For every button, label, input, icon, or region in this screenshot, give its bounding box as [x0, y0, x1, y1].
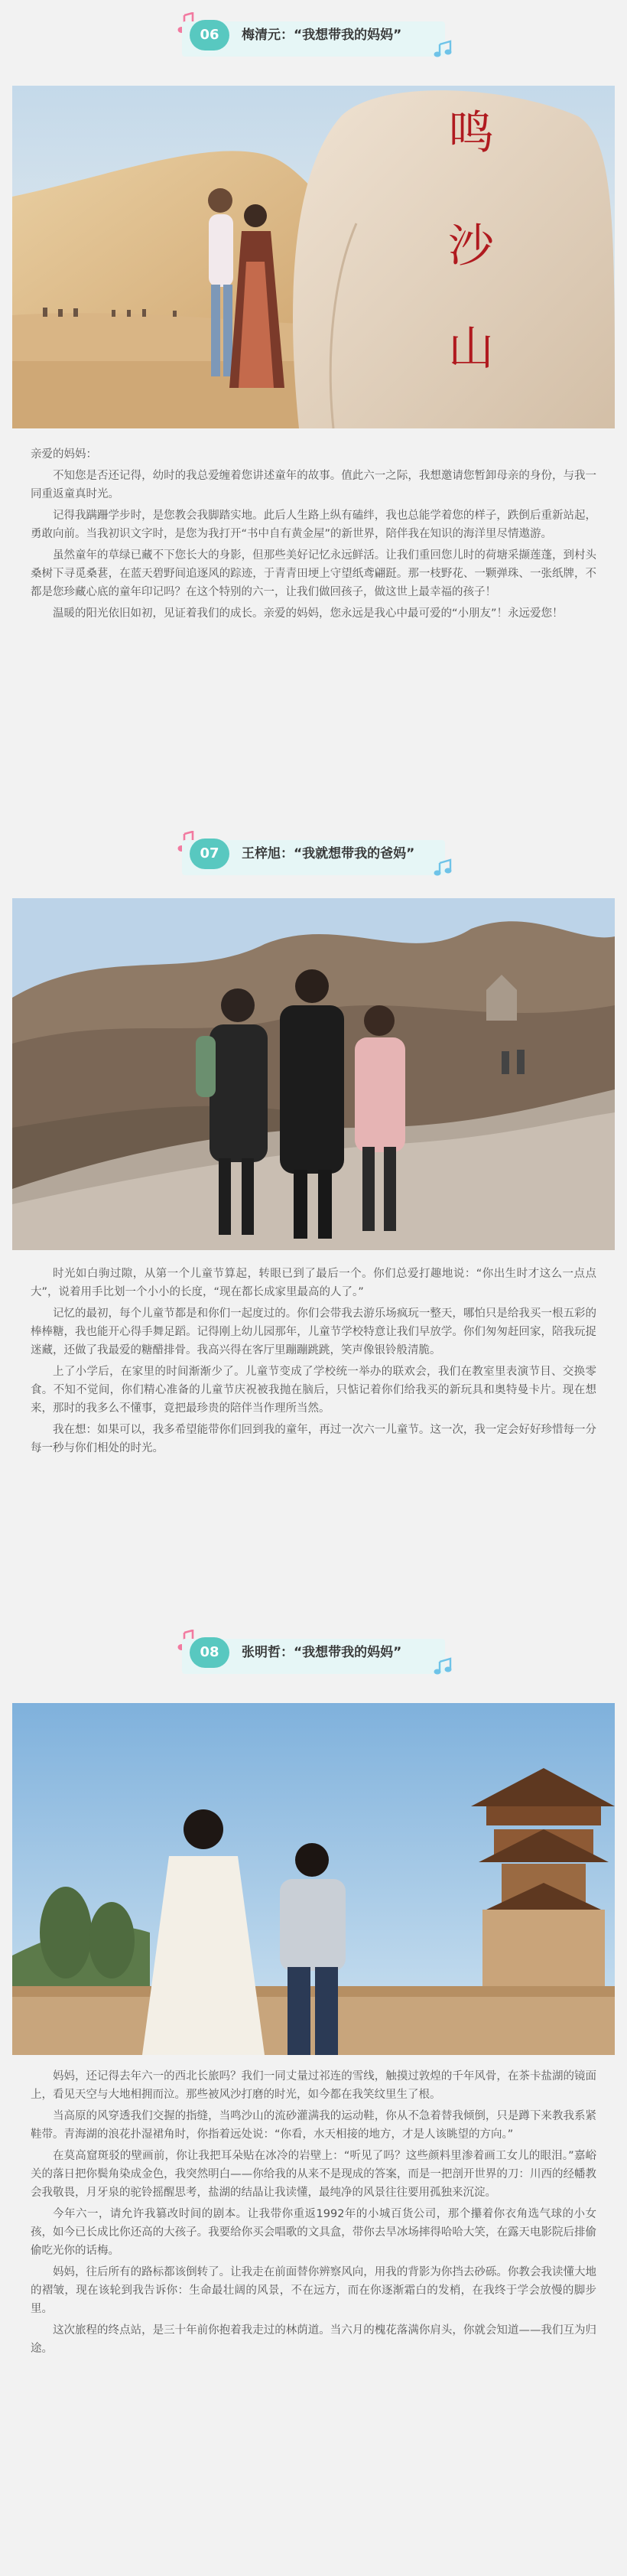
section-header-06: [0, 12, 627, 58]
sign-char-2: 沙: [448, 220, 494, 273]
paragraph: 妈妈，还记得去年六一的西北长旅吗？我们一同丈量过祁连的雪线，触摸过敦煌的千年风骨，在茶卡盐湖的镜面上，看见天空与大地相拥而泣。那些被风沙打磨的时光，如今都在我笑纹里生了根。: [31, 2070, 596, 2101]
paragraph: 今年六一，请允许我篡改时间的剧本。让我带你重返1992年的小城百货公司，那个攥着你衣角选气球的小女孩，如今已长成比你还高的大孩子。我要给你买会唱歌的文具盒，带你去旱冰场摔得哈哈大笑，在露天电影院后排偷偷吃光你的话梅。: [31, 2208, 596, 2257]
section-body-08: [31, 2067, 596, 2361]
music-note-icon: [433, 858, 453, 877]
section-number-badge: 06: [190, 20, 229, 50]
jiayuguan-pass-photo: [12, 1703, 615, 2055]
paragraph: 不知您是否还记得，幼时的我总爱缠着您讲述童年的故事。值此六一之际，我想邀请您暂卸母亲的身份，与我一同重返童真时光。: [31, 470, 596, 500]
great-wall-family-photo: [12, 898, 615, 1250]
paragraph: 当高原的风穿透我们交握的指缝，当鸣沙山的流砂灌满我的运动鞋，你从不急着替我倾倒，只是蹲下来教我系紧鞋带。青海湖的浪花扑湿裙角时，你指着远处说：“你看，水天相接的地方，才是人该眺望的方向。”: [31, 2110, 596, 2141]
paragraph: 记得我蹒跚学步时，是您教会我脚踏实地。此后人生路上纵有磕绊，我也总能学着您的样子，跌倒后重新站起，勇敢向前。当我初识文字时，是您为我打开“书中自有黄金屋”的新世界，陪伴我在知识的海洋里尽情遨游。: [31, 510, 596, 540]
paragraph: 在莫高窟斑驳的壁画前，你让我把耳朵贴在冰冷的岩壁上：“听见了吗？这些颜料里渗着画工女儿的眼泪。”嘉峪关的落日把你鬓角染成金色，我突然明白——你给我的从来不是现成的答案，而是一把剖开世界的刀：川西的经幡教会我敬畏，月牙泉的驼铃摇醒思考，盐湖的结晶让我读懂，最纯净的风景往往要用孤独来沉淀。: [31, 2150, 596, 2199]
paragraph: 上了小学后，在家里的时间渐渐少了。儿童节变成了学校统一举办的联欢会，我们在教室里表演节目、交换零食。不知不觉间，你们精心准备的儿童节庆祝被我抛在脑后，只惦记着你们给我买的新玩具和奥特曼卡片。现在想来，那时的我多么不懂事，竟把最珍贵的陪伴当作理所当然。: [31, 1366, 596, 1415]
paragraph: 记忆的最初，每个儿童节都是和你们一起度过的。你们会带我去游乐场疯玩一整天，哪怕只是给我买一根五彩的棒棒糖，我也能开心得手舞足蹈。记得刚上幼儿园那年，儿童节学校特意让我们早放学。你们匆匆赶回家，陪我玩捉迷藏，还做了我最爱的糖醋排骨。我高兴得在客厅里蹦蹦跳跳，笑声像银铃般清脆。: [31, 1308, 596, 1356]
section-number-badge: 07: [190, 839, 229, 869]
great-wall-illustration: [12, 898, 615, 1250]
section-number-badge: 08: [190, 1637, 229, 1668]
sign-char-1: 鸣: [448, 106, 494, 160]
paragraph: 时光如白驹过隙，从第一个儿童节算起，转眼已到了最后一个。你们总爱打趣地说：“你出生时才这么一点点大”，说着用手比划一个小小的长度，“现在都长成家里最高的人了。”: [31, 1268, 596, 1298]
section-title: 梅清元：“我想带我的妈妈”: [242, 28, 402, 43]
paragraph: 妈妈，往后所有的路标都该倒转了。让我走在前面替你辨察风向，用我的背影为你挡去砂砾。你教会我读懂大地的褶皱，现在该轮到我告诉你：生命最壮阔的风景，不在远方，而在你逐渐霜白的发梢，在我终于学会放慢的脚步里。: [31, 2266, 596, 2315]
section-body-07: [31, 1265, 596, 1461]
section-title: 王梓旭：“我就想带我的爸妈”: [242, 846, 415, 861]
section-title: 张明哲：“我想带我的妈妈”: [242, 1645, 402, 1660]
section-body-06: [31, 445, 596, 626]
salutation: 亲爱的妈妈：: [31, 448, 97, 461]
paragraph: 这次旅程的终点站，是三十年前你抱着我走过的林荫道。当六月的槐花落满你肩头，你就会知道——我们互为归途。: [31, 2324, 596, 2355]
desert-dunes-photo: [12, 86, 615, 428]
section-header-08: [0, 1630, 627, 1676]
paragraph: 温暖的阳光依旧如初，见证着我们的成长。亲爱的妈妈，您永远是我心中最可爱的“小朋友”！永远爱您！: [53, 607, 564, 620]
desert-dunes-illustration: [12, 86, 615, 428]
section-header-07: [0, 831, 627, 877]
fortress-illustration: [12, 1703, 615, 2055]
music-note-icon: [433, 40, 453, 58]
music-note-icon: [433, 1657, 453, 1676]
sign-char-3: 山: [448, 322, 494, 376]
paragraph: 虽然童年的草绿已藏不下您长大的身影，但那些美好记忆永远鲜活。让我们重回您儿时的荷塘采撷莲蓬，到村头桑树下寻觅桑葚，在蓝天碧野间追逐风的踪迹，于青青田埂上守望纸鸢翩跹。那一枝野花、一颗弹珠、一张纸牌，不都是您珍藏心底的童年印记吗？在这个特别的六一，让我们做回孩子，做这世上最幸福的孩子！: [31, 549, 596, 598]
paragraph: 我在想：如果可以，我多希望能带你们回到我的童年，再过一次六一儿童节。这一次，我一定会好好珍惜每一分每一秒与你们相处的时光。: [31, 1424, 596, 1454]
